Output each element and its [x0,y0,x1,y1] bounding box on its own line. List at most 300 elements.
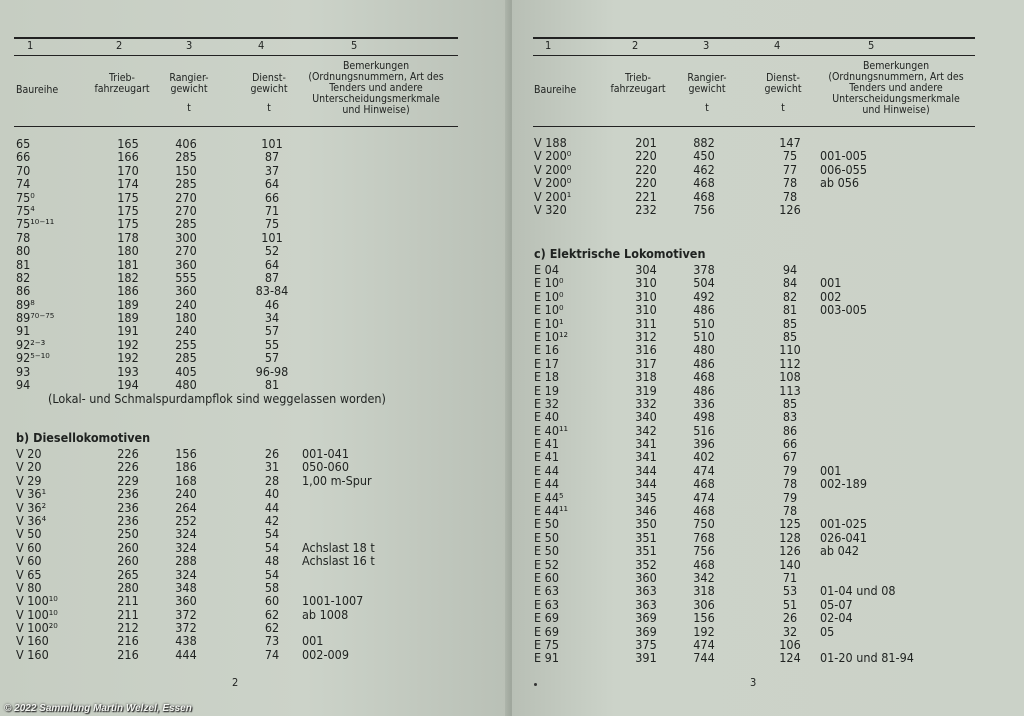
cell-rangiergewicht: 186 [175,459,197,475]
table-row [534,276,974,289]
table-row [534,330,974,343]
cell-rangiergewicht: 240 [175,486,197,502]
steam-table [16,137,456,391]
table-row [534,384,974,397]
cell-triebfahrzeugart: 221 [635,188,657,204]
cell-dienstgewicht: 48 [264,553,280,569]
cell-dienstgewicht: 37 [264,162,280,178]
cell-bemerkungen: 001-025 [820,516,867,532]
cell-dienstgewicht: 126 [779,201,801,217]
cell-baureihe: E 10¹ [534,315,564,331]
cell-baureihe: V 20 [16,446,42,461]
cell-baureihe: V 65 [16,566,42,582]
cell-rangiergewicht: 240 [175,296,197,312]
table-row [534,558,974,571]
cell-rangiergewicht: 480 [693,342,715,358]
cell-baureihe: E 50 [534,529,559,545]
cell-dienstgewicht: 62 [264,620,280,636]
cell-rangiergewicht: 348 [175,579,197,595]
table-row [534,491,974,504]
cell-rangiergewicht: 468 [693,556,715,572]
cell-rangiergewicht: 288 [175,553,197,569]
electric-section-title: c) Elektrische Lokomotiven [534,246,706,261]
cell-triebfahrzeugart: 352 [635,556,657,572]
cell-dienstgewicht: 85 [782,395,798,411]
right-page [512,0,1024,716]
cell-triebfahrzeugart: 170 [117,162,139,178]
cell-rangiergewicht: 510 [693,328,715,344]
cell-baureihe: 89⁸ [16,296,35,312]
cell-rangiergewicht: 300 [175,229,197,245]
cell-triebfahrzeugart: 312 [635,328,657,344]
cell-triebfahrzeugart: 332 [635,395,657,411]
cell-baureihe: E 75 [534,636,559,652]
cell-rangiergewicht: 474 [693,489,715,505]
cell-triebfahrzeugart: 344 [635,476,657,492]
cell-baureihe: V 160 [16,633,49,649]
cell-baureihe: E 63 [534,583,559,599]
cell-bemerkungen: 003-005 [820,302,867,318]
table-row [16,621,456,634]
header-rule [533,55,975,56]
cell-triebfahrzeugart: 260 [117,553,139,569]
cell-dienstgewicht: 57 [264,350,280,366]
cell-triebfahrzeugart: 220 [635,175,657,191]
cell-baureihe: E 10¹² [534,328,568,344]
cell-dienstgewicht: 55 [264,336,280,352]
cell-baureihe: E 63 [534,596,559,612]
cell-rangiergewicht: 372 [175,606,197,622]
cell-bemerkungen: 002-189 [820,476,867,492]
cell-triebfahrzeugart: 175 [117,216,139,232]
cell-rangiergewicht: 396 [693,436,715,452]
table-row [16,351,456,364]
cell-rangiergewicht: 324 [175,526,197,542]
cell-baureihe: 81 [16,256,31,272]
cell-rangiergewicht: 336 [693,395,715,411]
header-bemerkungen: Bemerkungen (Ordnungsnummern, Art des Tenders und andere Unterscheidungsmerkmale und Hinweise) [828,60,964,116]
column-number-4: 4 [258,39,265,52]
table-row [16,231,456,244]
table-row [534,651,974,664]
cell-bemerkungen: 001 [302,633,324,649]
header-dienstgewicht: Dienst- gewicht t [764,72,802,114]
cell-dienstgewicht: 110 [779,342,801,358]
cell-triebfahrzeugart: 186 [117,283,139,299]
cell-triebfahrzeugart: 310 [635,275,657,291]
cell-baureihe: 86 [16,283,31,299]
diesel-section-title: b) Diesellokomotiven [16,430,151,445]
cell-dienstgewicht: 101 [261,229,283,245]
table-row [16,258,456,271]
cell-baureihe: V 320 [534,201,567,217]
diesel-table-continued [534,136,974,216]
cell-rangiergewicht: 486 [693,382,715,398]
cell-rangiergewicht: 168 [175,472,197,488]
cell-rangiergewicht: 468 [693,369,715,385]
cell-triebfahrzeugart: 345 [635,489,657,505]
table-row [534,437,974,450]
column-number-1: 1 [27,39,34,52]
cell-triebfahrzeugart: 351 [635,529,657,545]
cell-triebfahrzeugart: 311 [635,315,657,331]
header-rule [14,55,458,56]
cell-triebfahrzeugart: 344 [635,462,657,478]
table-row [16,527,456,540]
electric-table [534,263,974,665]
cell-dienstgewicht: 113 [779,382,801,398]
cell-triebfahrzeugart: 250 [117,526,139,542]
cell-triebfahrzeugart: 178 [117,229,139,245]
table-row [534,203,974,216]
cell-dienstgewicht: 112 [779,355,801,371]
cell-rangiergewicht: 270 [175,243,197,259]
cell-dienstgewicht: 106 [779,636,801,652]
cell-dienstgewicht: 34 [264,310,280,326]
cell-dienstgewicht: 71 [782,569,798,585]
table-row [16,568,456,581]
cell-rangiergewicht: 492 [693,288,715,304]
cell-baureihe: V 36⁴ [16,512,47,528]
cell-rangiergewicht: 360 [175,593,197,609]
cell-dienstgewicht: 57 [264,323,280,339]
cell-rangiergewicht: 450 [693,148,715,164]
table-row [534,611,974,624]
table-row [534,544,974,557]
cell-rangiergewicht: 498 [693,409,715,425]
cell-baureihe: V 188 [534,135,567,150]
cell-dienstgewicht: 147 [779,135,801,150]
cell-dienstgewicht: 71 [264,202,280,218]
table-row [16,284,456,297]
cell-triebfahrzeugart: 317 [635,355,657,371]
cell-rangiergewicht: 318 [693,583,715,599]
cell-baureihe: E 18 [534,369,559,385]
cell-rangiergewicht: 324 [175,539,197,555]
cell-rangiergewicht: 510 [693,315,715,331]
table-row [534,370,974,383]
cell-triebfahrzeugart: 180 [117,243,139,259]
header-baureihe: Baureihe [534,84,577,96]
cell-dienstgewicht: 54 [264,526,280,542]
cell-rangiergewicht: 756 [693,543,715,559]
page-number: 2 [232,676,239,689]
cell-dienstgewicht: 54 [264,566,280,582]
cell-dienstgewicht: 81 [264,377,280,393]
cell-triebfahrzeugart: 166 [117,149,139,165]
cell-baureihe: E 10⁰ [534,302,564,318]
cell-dienstgewicht: 79 [782,489,798,505]
cell-dienstgewicht: 42 [264,512,280,528]
cell-rangiergewicht: 378 [693,262,715,277]
cell-triebfahrzeugart: 189 [117,310,139,326]
cell-triebfahrzeugart: 316 [635,342,657,358]
cell-baureihe: V 160 [16,646,49,662]
cell-rangiergewicht: 468 [693,476,715,492]
cell-triebfahrzeugart: 260 [117,539,139,555]
cell-dienstgewicht: 81 [782,302,798,318]
cell-rangiergewicht: 462 [693,161,715,177]
cell-triebfahrzeugart: 341 [635,436,657,452]
cell-dienstgewicht: 78 [782,175,798,191]
cell-dienstgewicht: 75 [264,216,280,232]
cell-baureihe: E 10⁰ [534,288,564,304]
cell-dienstgewicht: 64 [264,256,280,272]
column-number-5: 5 [868,39,875,52]
cell-baureihe: E 44⁵ [534,489,564,505]
cell-rangiergewicht: 750 [693,516,715,532]
cell-baureihe: E 40¹¹ [534,422,568,438]
cell-triebfahrzeugart: 182 [117,269,139,285]
cell-rangiergewicht: 744 [693,650,715,666]
cell-dienstgewicht: 53 [782,583,798,599]
cell-triebfahrzeugart: 191 [117,323,139,339]
table-row [16,137,456,150]
cell-baureihe: V 60 [16,553,42,569]
cell-bemerkungen: 001 [820,462,842,478]
cell-bemerkungen: 001-041 [302,446,349,461]
cell-dienstgewicht: 79 [782,462,798,478]
cell-rangiergewicht: 285 [175,216,197,232]
cell-triebfahrzeugart: 175 [117,202,139,218]
table-row [16,177,456,190]
copyright-watermark: © 2022 Sammlung Martin Welzel, Essen [4,703,192,714]
cell-rangiergewicht: 342 [693,569,715,585]
cell-baureihe: 80 [16,243,31,259]
cell-bemerkungen: 050-060 [302,459,349,475]
cell-baureihe: 89⁷⁰⁻⁷⁵ [16,310,55,326]
table-row [534,625,974,638]
cell-triebfahrzeugart: 216 [117,633,139,649]
cell-triebfahrzeugart: 216 [117,646,139,662]
cell-rangiergewicht: 324 [175,566,197,582]
cell-triebfahrzeugart: 265 [117,566,139,582]
cell-dienstgewicht: 94 [782,262,798,277]
cell-dienstgewicht: 74 [264,646,280,662]
cell-baureihe: 92²⁻³ [16,336,46,352]
cell-dienstgewicht: 125 [779,516,801,532]
cell-rangiergewicht: 486 [693,302,715,318]
table-row [534,464,974,477]
table-row [534,136,974,149]
cell-baureihe: E 40 [534,409,559,425]
cell-rangiergewicht: 486 [693,355,715,371]
table-row [16,541,456,554]
table-row [16,648,456,661]
table-row [16,460,456,473]
cell-rangiergewicht: 252 [175,512,197,528]
column-number-1: 1 [545,39,552,52]
cell-bemerkungen: 001-005 [820,148,867,164]
cell-bemerkungen: 01-04 und 08 [820,583,896,599]
cell-rangiergewicht: 444 [175,646,197,662]
table-row [534,504,974,517]
table-row [16,554,456,567]
header-rangiergewicht: Rangier- gewicht t [169,72,209,114]
cell-baureihe: 70 [16,162,31,178]
cell-triebfahrzeugart: 189 [117,296,139,312]
cell-triebfahrzeugart: 192 [117,350,139,366]
page-number: 3 [750,676,757,689]
table-row [534,176,974,189]
top-rule [533,37,975,39]
cell-bemerkungen: ab 056 [820,175,860,191]
cell-triebfahrzeugart: 375 [635,636,657,652]
cell-dienstgewicht: 140 [779,556,801,572]
cell-triebfahrzeugart: 201 [635,135,657,150]
cell-dienstgewicht: 82 [782,288,798,304]
cell-triebfahrzeugart: 342 [635,422,657,438]
table-row [16,501,456,514]
cell-baureihe: 91 [16,323,31,339]
table-row [534,517,974,530]
cell-rangiergewicht: 360 [175,256,197,272]
header-triebfahrzeugart: Trieb- fahrzeugart [610,72,666,95]
cell-baureihe: V 200⁰ [534,148,572,164]
cell-baureihe: 92⁵⁻¹⁰ [16,350,50,366]
cell-rangiergewicht: 504 [693,275,715,291]
header-bottom-rule [533,126,975,127]
cell-bemerkungen: Achslast 16 t [302,553,375,569]
cell-bemerkungen: 05-07 [820,596,853,612]
table-row [16,338,456,351]
cell-baureihe: V 29 [16,472,42,488]
cell-rangiergewicht: 468 [693,188,715,204]
cell-baureihe: E 69 [534,623,559,639]
cell-bemerkungen: Achslast 18 t [302,539,375,555]
column-number-5: 5 [351,39,358,52]
table-row [16,487,456,500]
cell-triebfahrzeugart: 318 [635,369,657,385]
table-row [534,357,974,370]
cell-triebfahrzeugart: 391 [635,650,657,666]
table-row [16,608,456,621]
cell-dienstgewicht: 31 [264,459,280,475]
cell-bemerkungen: 05 [820,623,835,639]
cell-baureihe: V 100¹⁰ [16,593,58,609]
column-number-3: 3 [703,39,710,52]
cell-rangiergewicht: 156 [693,610,715,626]
cell-baureihe: E 41 [534,436,559,452]
cell-baureihe: E 52 [534,556,559,572]
cell-rangiergewicht: 372 [175,620,197,636]
cell-rangiergewicht: 468 [693,175,715,191]
cell-triebfahrzeugart: 236 [117,486,139,502]
table-row [534,343,974,356]
cell-baureihe: 75¹⁰⁻¹¹ [16,216,55,232]
cell-bemerkungen: 002-009 [302,646,349,662]
column-number-2: 2 [116,39,123,52]
table-row [16,474,456,487]
cell-baureihe: E 44 [534,476,559,492]
cell-triebfahrzeugart: 310 [635,288,657,304]
cell-triebfahrzeugart: 229 [117,472,139,488]
cell-dienstgewicht: 126 [779,543,801,559]
cell-dienstgewicht: 67 [782,449,798,465]
header-baureihe: Baureihe [16,84,59,96]
table-row [534,584,974,597]
cell-triebfahrzeugart: 192 [117,336,139,352]
cell-rangiergewicht: 402 [693,449,715,465]
cell-dienstgewicht: 96-98 [255,363,289,379]
cell-dienstgewicht: 124 [779,650,801,666]
cell-triebfahrzeugart: 220 [635,161,657,177]
cell-rangiergewicht: 285 [175,350,197,366]
cell-bemerkungen: ab 042 [820,543,860,559]
cell-triebfahrzeugart: 310 [635,302,657,318]
cell-baureihe: 78 [16,229,31,245]
cell-baureihe: 94 [16,377,31,393]
cell-rangiergewicht: 264 [175,499,197,515]
cell-baureihe: V 20 [16,459,42,475]
cell-rangiergewicht: 360 [175,283,197,299]
cell-dienstgewicht: 85 [782,315,798,331]
table-row [16,150,456,163]
cell-baureihe: V 200⁰ [534,175,572,191]
cell-dienstgewicht: 78 [782,188,798,204]
cell-bemerkungen: 001 [820,275,842,291]
cell-dienstgewicht: 83-84 [255,283,289,299]
cell-baureihe: V 60 [16,539,42,555]
table-row [16,447,456,460]
column-number-3: 3 [186,39,193,52]
cell-triebfahrzeugart: 211 [117,606,139,622]
table-row [534,638,974,651]
cell-baureihe: V 80 [16,579,42,595]
left-page [0,0,510,716]
cell-triebfahrzeugart: 346 [635,503,657,519]
cell-rangiergewicht: 405 [175,363,197,379]
cell-rangiergewicht: 180 [175,310,197,326]
table-row [534,598,974,611]
cell-triebfahrzeugart: 340 [635,409,657,425]
cell-triebfahrzeugart: 363 [635,596,657,612]
cell-baureihe: V 200⁰ [534,161,572,177]
cell-dienstgewicht: 26 [264,446,280,461]
cell-rangiergewicht: 150 [175,162,197,178]
cell-dienstgewicht: 54 [264,539,280,555]
cell-baureihe: 93 [16,363,31,379]
cell-bemerkungen: 002 [820,288,842,304]
cell-dienstgewicht: 52 [264,243,280,259]
cell-baureihe: 65 [16,136,31,151]
cell-baureihe: E 10⁰ [534,275,564,291]
cell-dienstgewicht: 87 [264,269,280,285]
cell-rangiergewicht: 240 [175,323,197,339]
table-row [534,263,974,276]
table-row [534,317,974,330]
cell-rangiergewicht: 516 [693,422,715,438]
cell-triebfahrzeugart: 220 [635,148,657,164]
table-row [16,244,456,257]
cell-rangiergewicht: 285 [175,176,197,192]
cell-dienstgewicht: 51 [782,596,798,612]
table-row [16,271,456,284]
cell-triebfahrzeugart: 350 [635,516,657,532]
column-number-4: 4 [774,39,781,52]
cell-rangiergewicht: 474 [693,636,715,652]
cell-baureihe: E 91 [534,650,559,666]
table-row [16,191,456,204]
cell-baureihe: E 32 [534,395,559,411]
table-row [16,311,456,324]
cell-triebfahrzeugart: 369 [635,610,657,626]
table-row [16,204,456,217]
cell-baureihe: 75⁴ [16,202,35,218]
table-row [16,217,456,230]
header-dienstgewicht: Dienst- gewicht t [250,72,288,114]
cell-baureihe: E 69 [534,610,559,626]
